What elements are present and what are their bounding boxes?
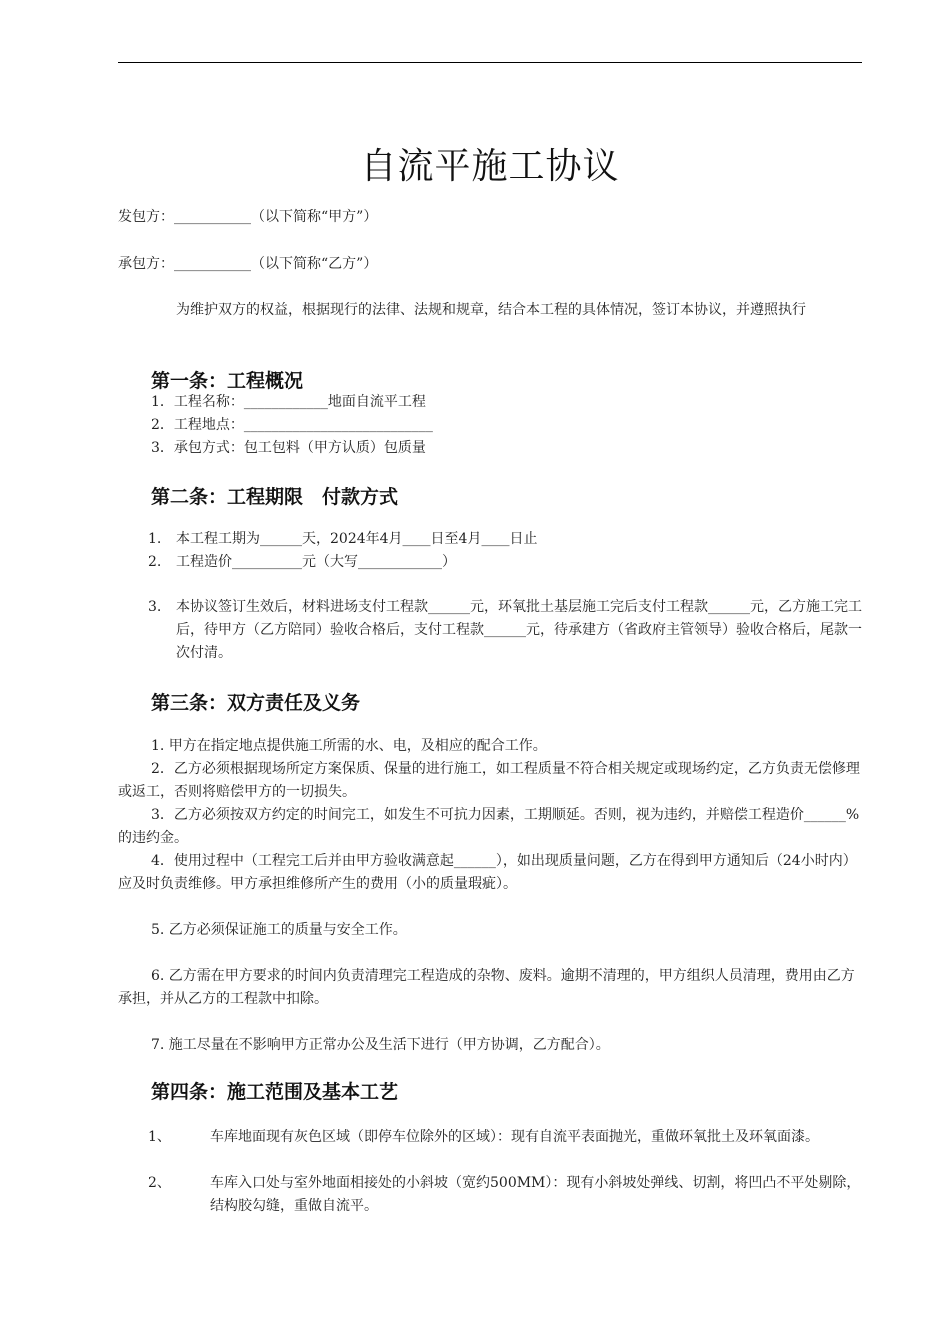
item-number: 2. [148,554,162,570]
item-number: 1、 [148,1129,171,1145]
employer-line: 发包方：___________（以下简称“甲方”） [118,209,378,225]
section3-item-4: 4．使用过程中（工程完工后并由甲方验收满意起______），如出现质量问题，乙方在得到甲方通知后（24小时内）应及时负责维修。甲方承担维修所产生的费用（小的质量瑕疵）。 [118,853,857,892]
section3-item-5: 5. 乙方必须保证施工的质量与安全工作。 [151,922,407,938]
item-number: 2、 [148,1175,171,1191]
section4-heading: 第四条：施工范围及基本工艺 [151,1081,399,1103]
item-text: 本协议签订生效后，材料进场支付工程款______元，环氧批土基层施工完后支付工程款______元，乙方施工完工后，待甲方（乙方陪同）验收合格后，支付工程款______元，待承建方（省政府主管领导）验收合格后，尾款一次付清。 [176,599,862,661]
section2-item-3 [148,596,862,665]
section4-item-1 [148,1126,862,1149]
item-number: 1. [148,531,162,547]
item-number: 3. [148,599,162,615]
section3-item-2: 2．乙方必须根据现场所定方案保质、保量的进行施工，如工程质量不符合相关规定或现场约定，乙方负责无偿修理或返工，否则将赔偿甲方的一切损失。 [118,761,860,800]
section3-item-6: 6. 乙方需在甲方要求的时间内负责清理完工程造成的杂物、废料。逾期不清理的，甲方组织人员清理，费用由乙方承担，并从乙方的工程款中扣除。 [118,968,855,1007]
section3-item-3: 3．乙方必须按双方约定的时间完工，如发生不可抗力因素，工期顺延。否则，视为违约，并赔偿工程造价______%的违约金。 [118,807,860,846]
document-title: 自流平施工协议 [360,146,620,187]
section2-item-2 [148,551,862,574]
item-text: 本工程工期为______天，2024年4月____日至4月____日止 [176,531,538,547]
section1-heading: 第一条：工程概况 [151,370,304,392]
contractor-line: 承包方：___________（以下简称“乙方”） [118,256,378,272]
section3-heading: 第三条：双方责任及义务 [151,692,361,714]
intro-paragraph: 为维护双方的权益，根据现行的法律、法规和规章，结合本工程的具体情况，签订本协议，并遵照执行 [176,302,806,318]
section3-item-1: 1. 甲方在指定地点提供施工所需的水、电，及相应的配合工作。 [151,738,547,754]
section2-heading: 第二条：工程期限 付款方式 [151,486,399,508]
item-text: 车库地面现有灰色区域（即停车位除外的区域）：现有自流平表面抛光，重做环氧批土及环氧面漆。 [210,1129,819,1145]
item-text: 车库入口处与室外地面相接处的小斜坡（宽约500MM）：现有小斜坡处弹线、切割，将凹凸不平处剔除，结构胶勾缝，重做自流平。 [210,1175,861,1214]
section3-item-7: 7. 施工尽量在不影响甲方正常办公及生活下进行（甲方协调，乙方配合）。 [151,1037,610,1053]
section4-item-2 [148,1172,862,1218]
section1-item-1: 1．工程名称：____________地面自流平工程 [151,394,426,410]
header-rule [118,62,862,63]
section1-item-2: 2．工程地点：___________________________ [151,417,433,433]
item-text: 工程造价__________元（大写____________） [176,554,456,570]
section1-item-3: 3．承包方式：包工包料（甲方认质）包质量 [151,440,426,456]
section2-item-1 [148,528,862,551]
